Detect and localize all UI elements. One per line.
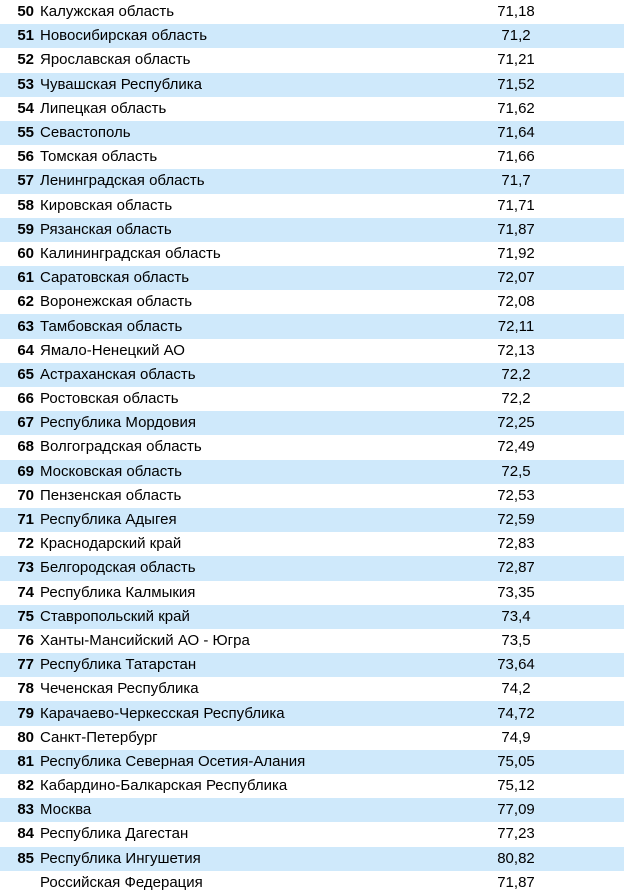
table-row: [0, 847, 624, 871]
region-name-cell: Санкт-Петербург: [40, 728, 158, 746]
value-cell: 74,2: [501, 680, 531, 698]
value-cell: 72,59: [460, 508, 624, 532]
value-cell: 72,2: [460, 363, 624, 387]
table-row: [0, 387, 624, 411]
region-name-cell: Пензенская область: [40, 486, 182, 504]
region-name-cell: Воронежская область: [40, 293, 193, 311]
rank-cell: 63: [0, 314, 40, 338]
value-cell: 73,5: [501, 631, 531, 649]
table-row: [0, 653, 624, 677]
rank-cell: 54: [17, 99, 34, 117]
region-name-cell: Кабардино-Балкарская Республика: [40, 777, 288, 795]
region-name-cell: Тамбовская область: [40, 314, 460, 338]
rank-cell: 56: [17, 148, 34, 166]
region-name-cell: Карачаево-Черкесская Республика: [40, 701, 460, 725]
region-name-cell: Калининградская область: [40, 244, 221, 262]
table-row: [0, 145, 624, 169]
table-row: [0, 411, 624, 435]
rank-cell: 65: [0, 363, 40, 387]
rank-cell: 76: [17, 631, 34, 649]
table-row: [0, 218, 624, 242]
region-name-cell: Краснодарский край: [40, 535, 182, 553]
value-cell: 72,49: [497, 438, 535, 456]
table-row: [0, 266, 624, 290]
value-cell: 71,92: [497, 244, 535, 262]
table-row: [0, 339, 624, 363]
table-row: [0, 24, 624, 48]
rank-cell: 51: [0, 24, 40, 48]
table-row: [0, 556, 624, 580]
table-row: [0, 48, 624, 72]
region-name-cell: Москва: [40, 798, 460, 822]
table-row: [0, 460, 624, 484]
value-cell: 74,9: [501, 728, 531, 746]
value-cell: 73,4: [460, 605, 624, 629]
table-row: [0, 73, 624, 97]
value-cell: 77,09: [460, 798, 624, 822]
table-row: [0, 822, 624, 846]
region-name-cell: Республика Ингушетия: [40, 847, 460, 871]
table-row: [0, 532, 624, 556]
table-row: [0, 290, 624, 314]
value-cell: 72,08: [497, 293, 535, 311]
rank-cell: 64: [17, 341, 34, 359]
table-row: [0, 242, 624, 266]
value-cell: 73,35: [497, 583, 535, 601]
region-name-cell: Липецкая область: [40, 99, 167, 117]
table-row: [0, 97, 624, 121]
rank-cell: 62: [17, 293, 34, 311]
region-name-cell: Республика Мордовия: [40, 411, 460, 435]
value-cell: 72,87: [460, 556, 624, 580]
table-row: [0, 363, 624, 387]
rank-cell: 78: [17, 680, 34, 698]
rank-cell: 73: [0, 556, 40, 580]
rank-cell: 68: [17, 438, 34, 456]
table-row: [0, 774, 624, 798]
region-name-cell: Ямало-Ненецкий АО: [40, 341, 185, 359]
table-row: [0, 314, 624, 338]
value-cell: 71,2: [460, 24, 624, 48]
rank-cell: 79: [0, 701, 40, 725]
rank-cell: 71: [0, 508, 40, 532]
table-row: [0, 121, 624, 145]
region-name-cell: Чеченская Республика: [40, 680, 199, 698]
value-cell: 75,05: [460, 750, 624, 774]
rank-cell: 57: [0, 169, 40, 193]
region-name-cell: Волгоградская область: [40, 438, 202, 456]
region-name-cell: Чувашская Республика: [40, 73, 460, 97]
rank-cell: 55: [0, 121, 40, 145]
value-cell: 71,7: [460, 169, 624, 193]
region-name-cell: Республика Дагестан: [40, 825, 189, 843]
table-row: [0, 798, 624, 822]
region-name-cell: Ростовская область: [40, 390, 179, 408]
rank-cell: 82: [17, 777, 34, 795]
value-cell: 72,25: [460, 411, 624, 435]
table-row: [0, 169, 624, 193]
value-cell: 72,2: [501, 390, 531, 408]
value-cell: 71,52: [460, 73, 624, 97]
rank-cell: 77: [0, 653, 40, 677]
region-name-cell: Ленинградская область: [40, 169, 460, 193]
region-name-cell: Ставропольский край: [40, 605, 460, 629]
value-cell: 71,64: [460, 121, 624, 145]
region-name-cell: Калужская область: [40, 3, 175, 21]
rank-cell: 75: [0, 605, 40, 629]
value-cell: 71,71: [497, 196, 535, 214]
rank-cell: 70: [17, 486, 34, 504]
rank-cell: 61: [0, 266, 40, 290]
rank-cell: 52: [17, 51, 34, 69]
rank-cell: 50: [17, 3, 34, 21]
rank-cell: 83: [0, 798, 40, 822]
table-row: [0, 701, 624, 725]
value-cell: 71,87: [460, 218, 624, 242]
rank-cell: 69: [0, 460, 40, 484]
value-cell: 71,21: [497, 51, 535, 69]
region-name-cell: Белгородская область: [40, 556, 460, 580]
region-name-cell: Саратовская область: [40, 266, 460, 290]
region-name-cell: Томская область: [40, 148, 158, 166]
region-name-cell: Севастополь: [40, 121, 460, 145]
value-cell: 77,23: [497, 825, 535, 843]
rank-cell: 72: [17, 535, 34, 553]
table-row: [0, 605, 624, 629]
value-cell: 71,18: [497, 3, 535, 21]
value-cell: 72,11: [460, 314, 624, 338]
rank-cell: 59: [0, 218, 40, 242]
table-row: [0, 677, 624, 701]
region-name-cell: Рязанская область: [40, 218, 460, 242]
rank-cell: 85: [0, 847, 40, 871]
table-row: [0, 629, 624, 653]
value-cell: 80,82: [460, 847, 624, 871]
region-name-cell: Астраханская область: [40, 363, 460, 387]
rank-cell: 53: [0, 73, 40, 97]
value-cell: 72,83: [497, 535, 535, 553]
region-name-cell: Ханты-Мансийский АО - Югра: [40, 631, 250, 649]
value-cell: 72,13: [497, 341, 535, 359]
table-row: [0, 750, 624, 774]
rank-cell: 67: [0, 411, 40, 435]
region-name-cell: Московская область: [40, 460, 460, 484]
value-cell: 71,66: [497, 148, 535, 166]
rank-cell: 66: [17, 390, 34, 408]
region-name-cell: Ярославская область: [40, 51, 191, 69]
value-cell: 74,72: [460, 701, 624, 725]
value-cell: 72,5: [460, 460, 624, 484]
region-name-cell: Российская Федерация: [40, 873, 203, 891]
rank-cell: 60: [17, 244, 34, 262]
region-name-cell: Кировская область: [40, 196, 173, 214]
region-name-cell: Республика Калмыкия: [40, 583, 196, 601]
table-row: [0, 484, 624, 508]
rank-cell: 58: [17, 196, 34, 214]
table-row: [0, 508, 624, 532]
rank-cell: 74: [17, 583, 34, 601]
value-cell: 75,12: [497, 777, 535, 795]
table-row: [0, 0, 624, 24]
region-name-cell: Республика Татарстан: [40, 653, 460, 677]
table-row: [0, 194, 624, 218]
region-name-cell: Новосибирская область: [40, 24, 460, 48]
region-name-cell: Республика Адыгея: [40, 508, 460, 532]
value-cell: 72,53: [497, 486, 535, 504]
value-cell: 71,62: [497, 99, 535, 117]
rank-cell: [0, 871, 40, 895]
value-cell: 71,87: [497, 873, 535, 891]
region-name-cell: Республика Северная Осетия-Алания: [40, 750, 460, 774]
table-row: [0, 726, 624, 750]
table-row: [0, 871, 624, 895]
rank-cell: 80: [17, 728, 34, 746]
value-cell: 73,64: [460, 653, 624, 677]
rank-cell: 81: [0, 750, 40, 774]
rank-cell: 84: [17, 825, 34, 843]
value-cell: 72,07: [460, 266, 624, 290]
table-row: [0, 581, 624, 605]
table-row: [0, 435, 624, 459]
